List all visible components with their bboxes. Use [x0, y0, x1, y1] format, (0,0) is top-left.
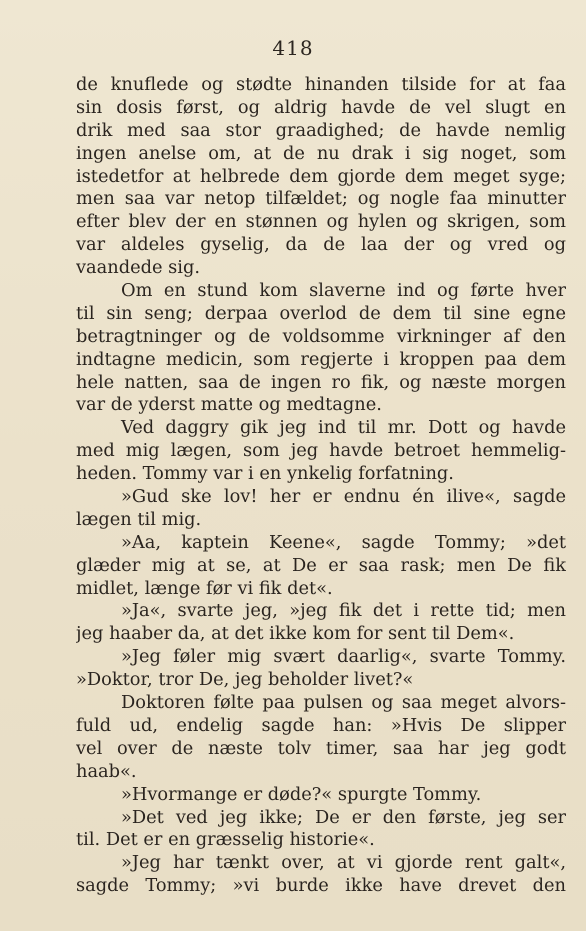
text-line: »Jeg har tænkt over, at vi gjorde rent galt«, [121, 852, 566, 874]
text-line: vel over de næste tolv timer, saa har jeg godt [76, 737, 566, 759]
text-line: med mig lægen, som jeg havde betroet hemmelig- [76, 440, 566, 462]
text-line: istedetfor at helbrede dem gjorde dem meget syge; [76, 165, 566, 187]
text-line: hele natten, saa de ingen ro fik, og næste morgen [76, 371, 566, 393]
text-line: til. Det er en græsselig historie«. [76, 829, 375, 851]
text-line: var aldeles gyselig, da de laa der og vred og [76, 234, 566, 256]
text-line: jeg haaber da, at det ikke kom for sent til Dem«. [76, 623, 515, 645]
text-line: »Jeg føler mig svært daarlig«, svarte Tommy. [121, 646, 566, 668]
text-line: haab«. [76, 760, 137, 782]
text-line: »Ja«, svarte jeg, »jeg fik det i rette tid; men [121, 600, 566, 622]
text-line: vaandede sig. [76, 257, 201, 279]
text-line: Om en stund kom slaverne ind og førte hver [121, 280, 566, 302]
text-line: midlet, længe før vi fik det«. [76, 577, 333, 599]
text-line: men saa var netop tilfældet; og nogle faa minutter [76, 188, 566, 210]
text-line: efter blev der en stønnen og hylen og skrigen, som [76, 211, 566, 233]
text-line: sagde Tommy; »vi burde ikke have drevet den [76, 875, 566, 897]
body-text [76, 74, 566, 898]
text-line: de knuflede og stødte hinanden tilside for at faa [76, 74, 566, 95]
text-line: »Det ved jeg ikke; De er den første, jeg ser [121, 806, 566, 828]
text-line: til sin seng; derpaa overlod de dem til sine egne [76, 302, 566, 324]
text-line: ingen anelse om, at de nu drak i sig noget, som [76, 142, 566, 164]
text-line: heden. Tommy var i en ynkelig forfatning. [76, 463, 454, 485]
text-line: Doktoren følte paa pulsen og saa meget alvors- [121, 692, 566, 714]
page-number: 418 [272, 36, 314, 60]
text-line: var de yderst matte og medtagne. [76, 394, 382, 416]
text-line: lægen til mig. [76, 508, 202, 530]
text-line: sin dosis først, og aldrig havde de vel slugt en [76, 96, 566, 118]
text-line: Ved daggry gik jeg ind til mr. Dott og havde [121, 417, 566, 439]
text-line: glæder mig at se, at De er saa rask; men De fik [76, 554, 566, 576]
text-line: betragtninger og de voldsomme virkninger af den [76, 325, 566, 347]
text-line: »Gud ske lov! her er endnu én ilive«, sagde [121, 486, 566, 508]
text-line: drik med saa stor graadighed; de havde nemlig [76, 119, 566, 141]
text-line: fuld ud, endelig sagde han: »Hvis De slipper [76, 714, 566, 736]
text-line: »Aa, kaptein Keene«, sagde Tommy; »det [121, 531, 566, 553]
text-line: indtagne medicin, som regjerte i kroppen paa dem [76, 348, 566, 370]
text-line: »Hvormange er døde?« spurgte Tommy. [121, 783, 482, 805]
text-line: »Doktor, tror De, jeg beholder livet?« [76, 669, 414, 691]
